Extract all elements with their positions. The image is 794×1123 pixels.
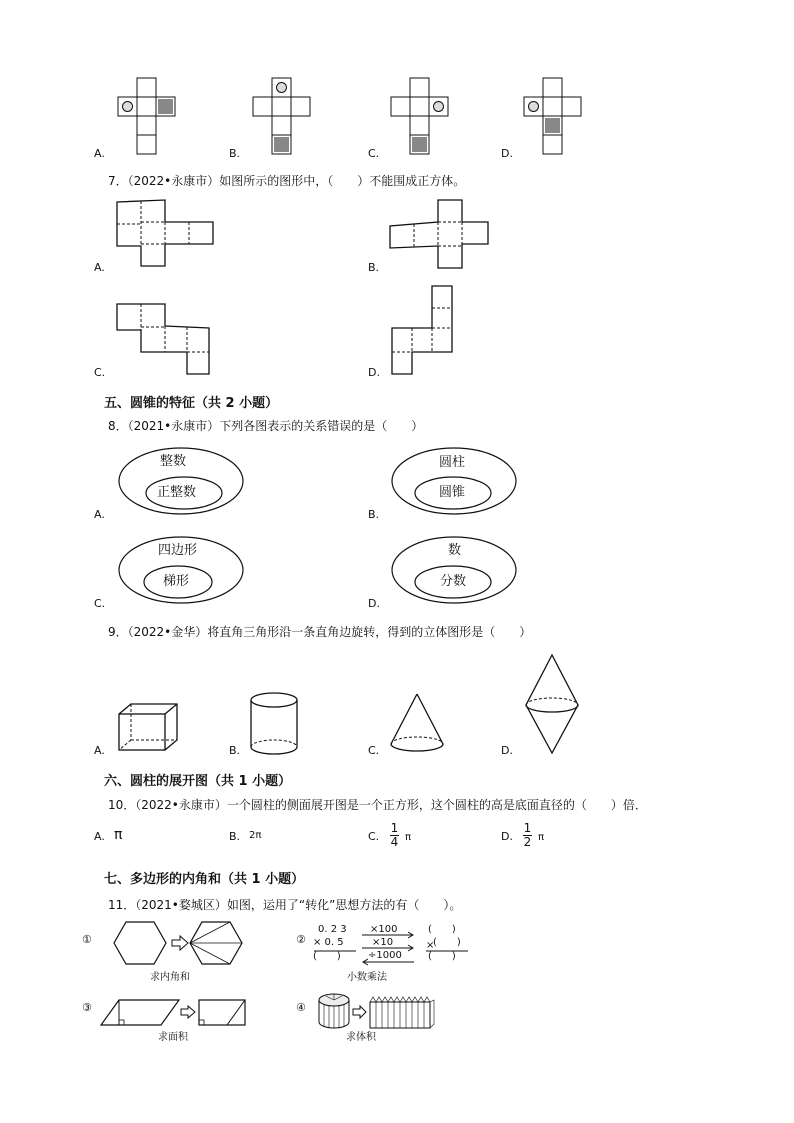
q10-option-d-fraction [523, 822, 532, 849]
cube-net-figure-c [391, 78, 453, 156]
q11-fig1-number: ① [82, 933, 92, 946]
option-b-label: B. [229, 147, 241, 160]
q8-c-inner-label: 梯形 [163, 574, 190, 589]
q7-net-b [390, 200, 490, 272]
q10-option-c: C. [368, 830, 380, 843]
q8-a-inner-label: 正整数 [157, 485, 197, 500]
option-c-label: C. [368, 147, 380, 160]
q8-option-b: B. [368, 508, 380, 521]
cube-net-figure-d [524, 78, 586, 156]
q10-option-c-fraction [390, 822, 399, 849]
q11-fig4-caption: 求体积 [346, 1032, 376, 1043]
q7-option-a: A. [94, 261, 105, 274]
q11-fig2-blank-2: ( ) [433, 937, 461, 948]
question-8-text: 8．（2021•永康市）下列各图表示的关系错误的是（ ） [108, 419, 424, 433]
question-9-text: 9．（2022•金华）将直角三角形沿一条直角边旋转，得到的立体图形是（ ） [108, 625, 532, 639]
q11-fig4-number: ④ [296, 1001, 306, 1014]
q11-cylinder-volume-figure [318, 992, 438, 1030]
q9-cylinder [249, 692, 299, 756]
q9-option-c: C. [368, 744, 380, 757]
q8-a-outer-label: 整数 [160, 454, 187, 469]
section-6-title: 六、圆柱的展开图（共 1 小题） [104, 774, 292, 789]
q9-option-a: A. [94, 744, 105, 757]
question-11-text: 11．（2021•婺城区）如图，运用了“转化”思想方法的有（ ）。 [108, 898, 462, 912]
q7-net-a [117, 200, 215, 272]
q10-option-a-value: π [114, 827, 123, 843]
q8-b-outer-label: 圆柱 [439, 455, 466, 470]
q11-fig2-times-100: ×100 [370, 924, 398, 935]
q8-d-inner-label: 分数 [440, 574, 467, 589]
cube-net-figure-a [118, 78, 180, 156]
q11-fig3-caption: 求面积 [158, 1032, 188, 1043]
question-7-text: 7．（2022•永康市）如图所示的图形中，（ ）不能围成正方体。 [108, 174, 466, 188]
q9-option-b: B. [229, 744, 241, 757]
q11-fig2-caption: 小数乘法 [347, 972, 387, 983]
q7-option-c: C. [94, 366, 106, 379]
q8-option-d: D. [368, 597, 380, 610]
q11-fig2-blank-1: ( ) [428, 924, 456, 935]
q11-fig2-divide-1000: ÷1000 [368, 950, 402, 961]
q9-double-cone [524, 653, 580, 755]
q11-fig2-top-number: 0. 2 3 [318, 924, 347, 935]
q10-d-denominator: 2 [523, 835, 532, 849]
q9-cube [117, 702, 181, 752]
q11-fig2-multiplier: × 0. 5 [313, 937, 344, 948]
question-10-text: 10．（2022•永康市）一个圆柱的侧面展开图是一个正方形，这个圆柱的高是底面直径的（ ）倍． [108, 798, 647, 812]
q7-net-d [392, 286, 458, 378]
q7-option-d: D. [368, 366, 380, 379]
q10-option-d: D. [501, 830, 513, 843]
cube-net-figure-b [253, 78, 315, 156]
q11-hexagon-figure [114, 920, 244, 966]
q9-cone [389, 692, 445, 754]
q10-c-denominator: 4 [390, 835, 399, 849]
q11-fig2-blank-3: ( ) [428, 951, 456, 962]
q11-fig2-number: ② [296, 933, 306, 946]
section-5-title: 五、圆锥的特征（共 2 小题） [104, 396, 279, 411]
q10-c-pi: π [405, 832, 412, 843]
q7-option-b: B. [368, 261, 380, 274]
q11-parallelogram-figure [99, 998, 249, 1028]
q11-fig3-number: ③ [82, 1001, 92, 1014]
q11-fig2-times-10: ×10 [372, 937, 394, 948]
option-d-label: D. [501, 147, 513, 160]
q8-c-outer-label: 四边形 [158, 543, 198, 558]
q10-option-b-value: 2π [249, 830, 262, 841]
q11-fig2-result-blank: ( ) [313, 951, 341, 962]
q8-option-c: C. [94, 597, 106, 610]
q10-option-b: B. [229, 830, 241, 843]
option-a-label: A. [94, 147, 105, 160]
q10-d-numerator: 1 [523, 821, 532, 835]
q8-option-a: A. [94, 508, 105, 521]
section-7-title: 七、多边形的内角和（共 1 小题） [104, 872, 305, 887]
q10-d-pi: π [538, 832, 545, 843]
svg-text:×: × [426, 940, 435, 951]
q7-net-c [117, 304, 213, 376]
q9-option-d: D. [501, 744, 513, 757]
q10-c-numerator: 1 [390, 821, 399, 835]
q10-option-a: A. [94, 830, 105, 843]
q8-b-inner-label: 圆锥 [439, 485, 466, 500]
q11-fig1-caption: 求内角和 [150, 972, 190, 983]
q8-d-outer-label: 数 [448, 543, 462, 558]
